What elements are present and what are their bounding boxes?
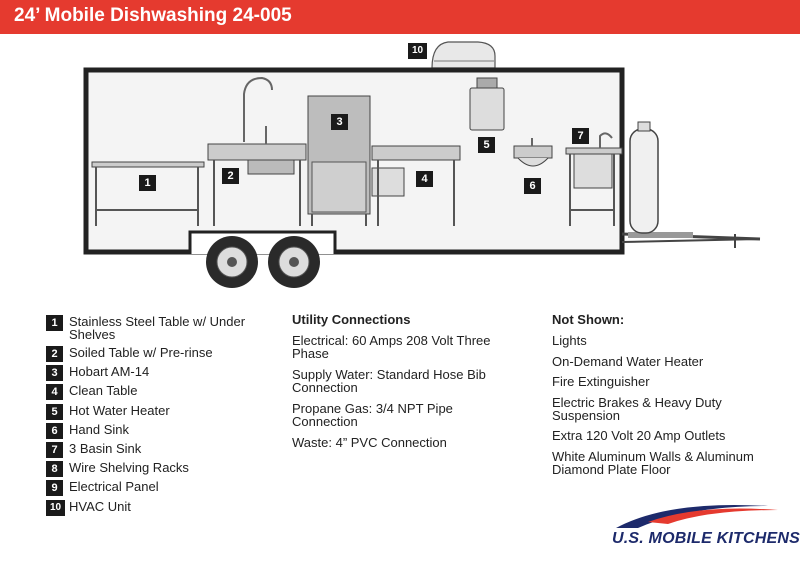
legend-item [46,345,276,364]
legend-item [46,383,276,402]
legend-number: 6 [46,423,63,439]
legend-item [46,479,276,498]
not-shown-item: Fire Extinguisher [552,374,650,389]
callout-10: 10 [408,43,427,59]
callout-2: 2 [222,168,239,184]
legend-number: 7 [46,442,63,458]
utility-heading: Utility Connections [292,312,411,327]
callout-6: 6 [524,178,541,194]
legend-number: 2 [46,346,63,362]
callout-7: 7 [572,128,589,144]
legend-label: Hobart AM-14 [69,364,150,380]
equipment-legend [46,314,276,518]
legend-number: 9 [46,480,63,496]
wheel-right [268,236,320,288]
hvac-unit [432,42,495,68]
legend-item [46,422,276,441]
legend-item [46,314,276,345]
legend-item [46,499,276,518]
legend-label: Soiled Table w/ Pre-rinse [69,345,213,360]
utility-item: Electrical: 60 Amps 208 Volt Three Phase [292,333,491,361]
utility-item: Waste: 4” PVC Connection [292,435,447,450]
legend-label: Hot Water Heater [69,402,170,418]
legend-number: 1 [46,315,63,331]
legend-number: 10 [46,500,65,516]
callout-4: 4 [416,171,433,187]
legend-number: 8 [46,461,63,477]
legend-label: Hand Sink [69,421,129,437]
not-shown-list [552,313,777,483]
not-shown-heading: Not Shown: [552,312,625,327]
not-shown-item: Electric Brakes & Heavy Duty Suspension [552,394,722,423]
legend-label: HVAC Unit [69,498,131,514]
legend-number: 3 [46,365,63,381]
legend-item [46,364,276,383]
legend-number: 5 [46,404,63,420]
wheel-left [206,236,258,288]
callout-3: 3 [331,114,348,130]
legend-item [46,460,276,479]
legend-label: Clean Table [69,383,138,399]
callout-1: 1 [139,175,156,191]
company-logo [608,500,800,560]
utility-item: Propane Gas: 3/4 NPT Pipe Connection [292,401,453,429]
propane-tank [630,122,658,233]
legend-number: 4 [46,384,63,400]
not-shown-item: Lights [552,333,587,348]
page-title: 24’ Mobile Dishwashing 24-005 [14,5,292,26]
logo-swoosh-icon [608,500,788,532]
trailer-tongue [622,232,760,248]
legend-label: Wire Shelving Racks [69,460,189,476]
callout-5: 5 [478,137,495,153]
utility-connections [292,313,492,457]
trailer-diagram [0,34,800,296]
legend-item [46,403,276,422]
legend-label: Electrical Panel [69,479,159,495]
legend-label: 3 Basin Sink [69,440,142,456]
logo-text: U.S. MOBILE KITCHENS [612,530,800,547]
title-bar [0,0,800,34]
not-shown-item: On-Demand Water Heater [552,353,704,369]
not-shown-item: White Aluminum Walls & Aluminum Diamond Plate Floor [552,448,754,477]
legend-item [46,441,276,460]
utility-item: Supply Water: Standard Hose Bib Connection [292,367,486,395]
not-shown-item: Extra 120 Volt 20 Amp Outlets [552,428,726,443]
legend-label: Stainless Steel Table w/ Under Shelves [69,314,246,342]
trailer-illustration [0,34,800,296]
